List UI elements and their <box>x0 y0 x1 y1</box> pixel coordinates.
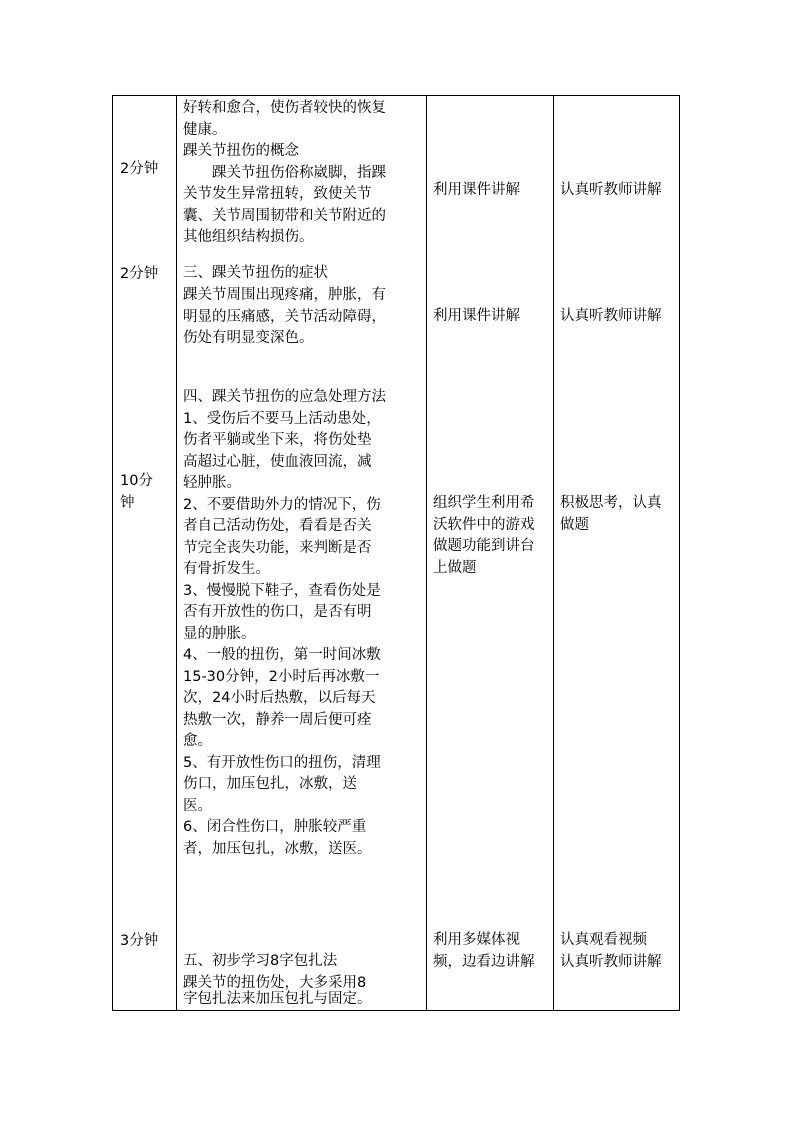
content-line: 者自己活动伤处，看看是否关 <box>183 518 372 534</box>
content-line: 高超过心脏，使血液回流，减 <box>183 453 372 470</box>
content-line: 愈。 <box>183 733 212 749</box>
content-line: 三、踝关节扭伤的症状 <box>183 265 328 281</box>
student-activity: 认真听教师讲解 <box>560 182 662 198</box>
content-line: 踝关节扭伤的概念 <box>183 143 299 159</box>
time-cell: 10分 <box>120 473 153 489</box>
content-line: 健康。 <box>183 121 227 138</box>
content-line: 五、初步学习8字包扎法 <box>183 953 338 969</box>
content-line: 5、有开放性伤口的扭伤，清理 <box>183 754 381 771</box>
time-cell: 2分钟 <box>120 266 159 282</box>
content-line: 6、闭合性伤口，肿胀较严重 <box>183 819 367 835</box>
teacher-activity: 做题功能到讲台 <box>433 538 535 554</box>
student-activity: 认真观看视频 <box>560 932 647 948</box>
content-line: 热敷一次，静养一周后便可痊 <box>183 711 372 728</box>
content-line: 伤者平躺或坐下来，将伤处垫 <box>183 432 372 448</box>
content-line: 字包扎法来加压包扎与固定。 <box>183 991 372 1007</box>
student-activity: 积极思考，认真 <box>560 495 662 511</box>
content-line: 否有开放性的伤口，是否有明 <box>183 604 372 620</box>
content-line: 囊、关节周围韧带和关节附近的 <box>183 207 386 224</box>
lesson-plan-table <box>112 95 680 1011</box>
student-activity: 做题 <box>560 516 589 533</box>
content-line: 关节发生异常扭转，致使关节 <box>183 186 372 202</box>
content-line: 踝关节扭伤俗称崴脚，指踝 <box>183 164 386 181</box>
time-cell: 钟 <box>120 494 135 511</box>
content-line: 明显的压痛感，关节活动障碍， <box>183 308 386 325</box>
student-activity: 认真听教师讲解 <box>560 308 662 324</box>
time-cell: 2分钟 <box>120 161 159 177</box>
content-line: 4、一般的扭伤，第一时间冰敷 <box>183 647 381 663</box>
content-line: 显的肿胀。 <box>183 625 256 642</box>
content-line: 3、慢慢脱下鞋子，查看伤处是 <box>183 582 381 599</box>
content-line: 节完全丧失功能，来判断是否 <box>183 539 372 556</box>
column-divider <box>176 96 177 1010</box>
content-line: 踝关节周围出现疼痛，肿胀，有 <box>183 287 386 303</box>
time-cell: 3分钟 <box>120 933 159 949</box>
content-line: 医。 <box>183 797 212 814</box>
content-line: 次，24小时后热敷，以后每天 <box>183 690 376 706</box>
content-line: 者，加压包扎，冰敷，送医。 <box>183 840 372 857</box>
teacher-activity: 利用课件讲解 <box>433 182 520 198</box>
teacher-activity: 利用多媒体视 <box>433 932 520 948</box>
content-line: 四、踝关节扭伤的应急处理方法 <box>183 389 386 405</box>
content-line: 轻肿胀。 <box>183 475 241 491</box>
content-line: 2、不要借助外力的情况下，伤 <box>183 496 381 513</box>
content-line: 伤处有明显变深色。 <box>183 330 314 346</box>
teacher-activity: 上做题 <box>433 559 477 576</box>
column-divider <box>553 96 554 1010</box>
content-line: 踝关节的扭伤处，大多采用8 <box>183 974 367 991</box>
content-line: 好转和愈合，使伤者较快的恢复 <box>183 100 386 116</box>
content-line: 伤口，加压包扎，冰敷，送 <box>183 776 357 792</box>
content-line: 15-30分钟，2小时后再冰敷一 <box>183 668 380 685</box>
teacher-activity: 沃软件中的游戏 <box>433 516 535 533</box>
teacher-activity: 组织学生利用希 <box>433 495 535 511</box>
content-line: 其他组织结构损伤。 <box>183 229 314 245</box>
content-line: 1、受伤后不要马上活动患处， <box>183 410 381 427</box>
teacher-activity: 利用课件讲解 <box>433 308 520 324</box>
student-activity: 认真听教师讲解 <box>560 953 662 970</box>
column-divider <box>426 96 427 1010</box>
teacher-activity: 频，边看边讲解 <box>433 953 535 970</box>
content-line: 有骨折发生。 <box>183 561 270 577</box>
